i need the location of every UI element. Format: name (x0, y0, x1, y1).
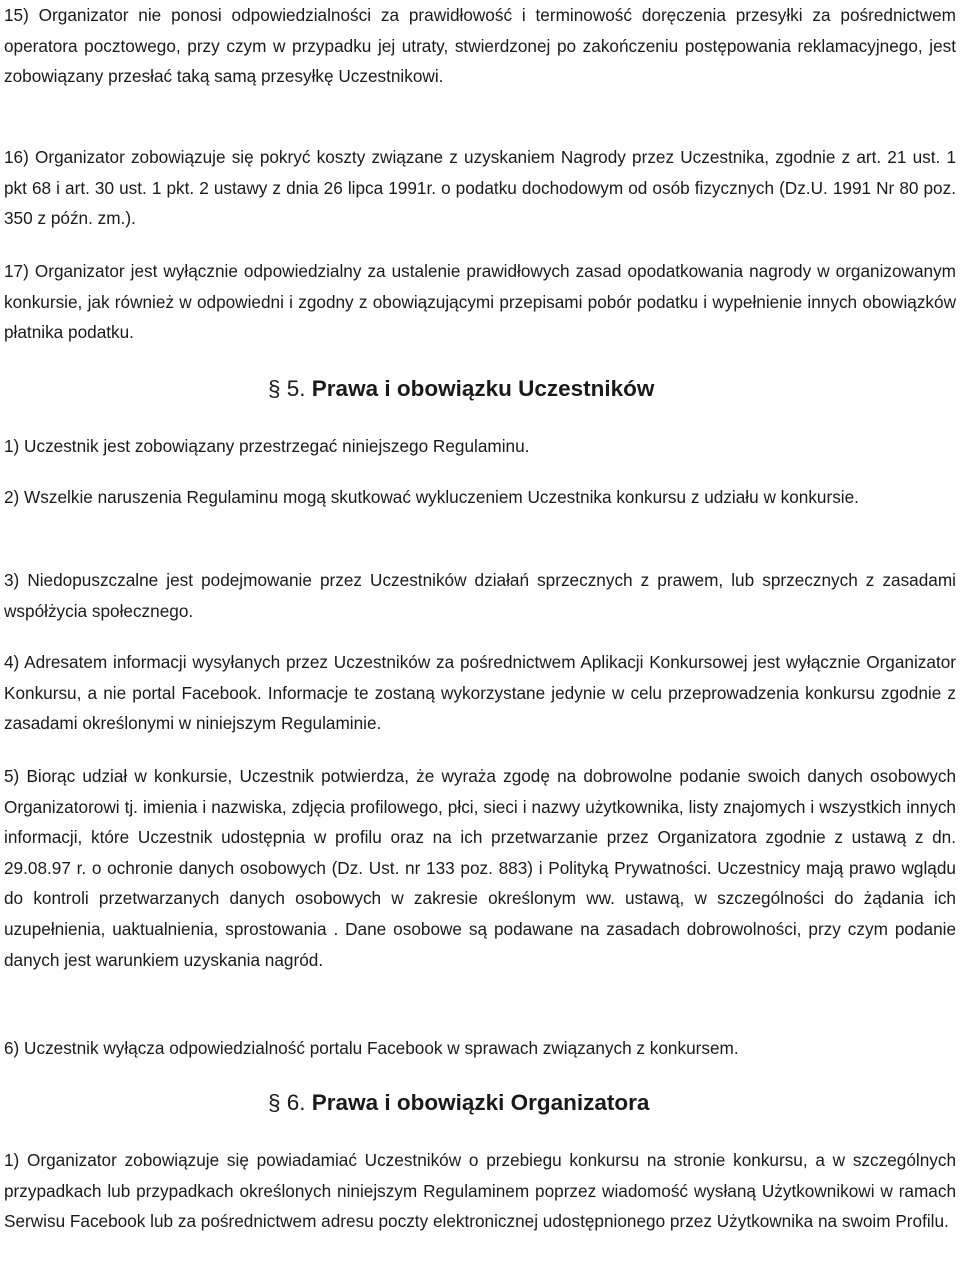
section-5-item-1: 1) Uczestnik jest zobowiązany przestrzegać niniejszego Regulaminu. (4, 436, 530, 456)
section-5-item-4: 4) Adresatem informacji wysyłanych przez Uczestników za pośrednictwem Aplikacji Konkursowej jest wyłącznie Organizator Konkursu, a nie portal Facebook. Informacje te zostaną wykorzystane jedynie w celu przeprowadzenia konkursu zgodnie z zasadami określonymi w niniejszym Regulaminie. (4, 652, 956, 734)
section-6-number: § 6. (268, 1090, 306, 1115)
paragraph-16: 16) Organizator zobowiązuje się pokryć koszty związane z uzyskaniem Nagrody przez Uczestnika, zgodnie z art. 21 ust. 1 pkt 68 i art. 30 ust. 1 pkt. 2 ustawy z dnia 26 lipca 1991r. o podatku dochodowym od osób fizycznych (Dz.U. 1991 Nr 80 poz. 350 z późn. zm.). (4, 147, 956, 229)
section-6-item-1: 1) Organizator zobowiązuje się powiadamiać Uczestników o przebiegu konkursu na stronie konkursu, a w szczególnych przypadkach lub przypadkach określonych niniejszym Regulaminem poprzez wiadomość wysłaną Użytkownikowi w ramach Serwisu Facebook lub za pośrednictwem adresu poczty elektronicznej udostępnionego przez Użytkownika na swoim Profilu. (4, 1150, 956, 1232)
section-5-item-6: 6) Uczestnik wyłącza odpowiedzialność portalu Facebook w sprawach związanych z konkursem. (4, 1038, 739, 1058)
paragraph-17: 17) Organizator jest wyłącznie odpowiedzialny za ustalenie prawidłowych zasad opodatkowania nagrody w organizowanym konkursie, jak również w odpowiedni i zgodny z obowiązującymi przepisami pobór podatku i wypełnienie innych obowiązków płatnika podatku. (4, 261, 956, 343)
section-6-heading (268, 1088, 649, 1118)
section-5-item-5: 5) Biorąc udział w konkursie, Uczestnik potwierdza, że wyraża zgodę na dobrowolne podanie swoich danych osobowych Organizatorowi tj. imienia i nazwiska, zdjęcia profilowego, płci, sieci i nazwy użytkownika, listy znajomych i wszystkich innych informacji, które Uczestnik udostępnia w profilu oraz na ich przetwarzanie przez Organizatora zgodnie z ustawą z dn. 29.08.97 r. o ochronie danych osobowych (Dz. Ust. nr 133 poz. 883) i Polityką Prywatności. Uczestnicy mają prawo wglądu do kontroli przetwarzanych danych osobowych w zakresie określonym ww. ustawą, w szczególności do żądania ich uzupełnienia, uaktualnienia, sprostowania . Dane osobowe są podawane na zasadach dobrowolności, przy czym podanie danych jest warunkiem uzyskania nagród. (4, 766, 956, 970)
section-5-item-3: 3) Niedopuszczalne jest podejmowanie przez Uczestników działań sprzecznych z prawem, lub sprzecznych z zasadami współżycia społecznego. (4, 570, 956, 621)
section-5-item-2: 2) Wszelkie naruszenia Regulaminu mogą skutkować wykluczeniem Uczestnika konkursu z udziału w konkursie. (4, 487, 859, 507)
paragraph-15: 15) Organizator nie ponosi odpowiedzialności za prawidłowość i terminowość doręczenia przesyłki za pośrednictwem operatora pocztowego, przy czym w przypadku jej utraty, stwierdzonej po zakończeniu postępowania reklamacyjnego, jest zobowiązany przesłać taką samą przesyłkę Uczestnikowi. (4, 5, 956, 87)
section-5-heading (268, 374, 654, 404)
section-6-title: Prawa i obowiązki Organizatora (311, 1090, 650, 1115)
section-5-number: § 5. (268, 376, 306, 401)
section-5-title: Prawa i obowiązku Uczestników (311, 376, 655, 401)
